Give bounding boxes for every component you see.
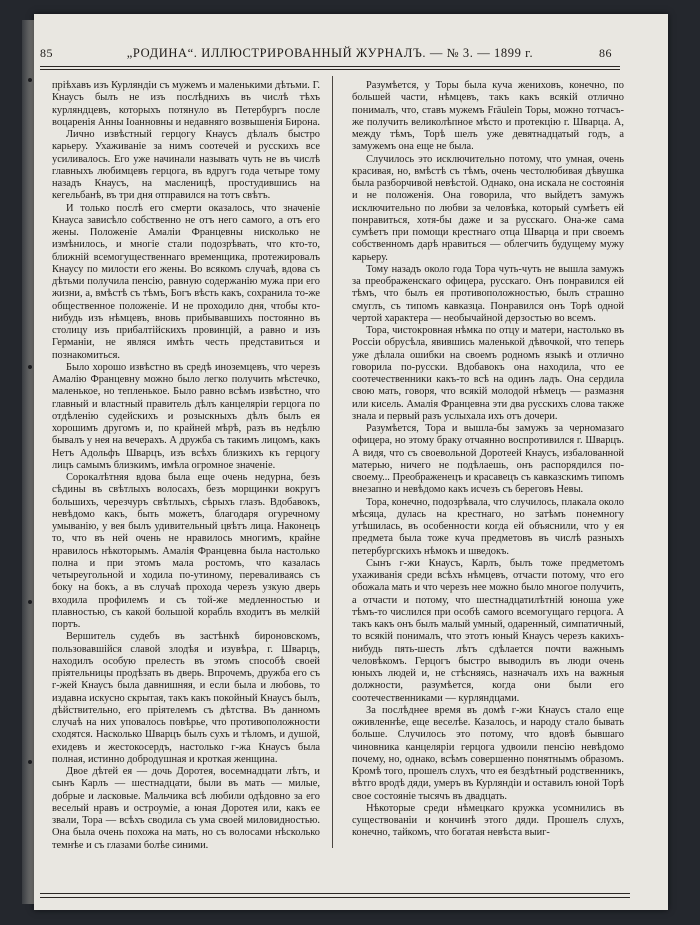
binding-hole: [28, 365, 32, 369]
left-paragraph: Лично извѣстный герцогу Кнаусъ дѣлалъ быстро карьеру. Ухаживаніе за нимъ соотечей и русскихъ все усиливалось. Его уже начинали называть чуть не въ числѣ главныхъ любимцевъ герцога, въ вдругъ года четыре тому назадъ Кнаусъ, на масленицѣ, простудившись на кегельбанѣ, въ три дня отправился на тотъ свѣтъ.: [52, 129, 320, 202]
right-paragraph: Разумѣется, Тора и вышла-бы замужъ за черномазаго офицера, но этому браку отчаянно воспротивился г. Шварцъ. А видя, что съ своевольной Доротеей Кнаусъ, избалованной матерью, ничего не подѣлаешь, онъ распорядился по-своему... Преображенецъ и красавецъ съ кавказскимъ типомъ внезапно и невѣдомо какъ исчезъ съ береговъ Невы.: [352, 423, 624, 496]
left-paragraph: пріѣхавъ изъ Курляндіи съ мужемъ и маленькими дѣтьми. Г. Кнаусъ былъ не изъ послѣднихъ въ числѣ тѣхъ курляндцевъ, которыхъ потянуло въ Петербургъ после воцаренія Анны Іоанновны и недавняго возвышенія Бирона.: [52, 80, 320, 128]
right-paragraph: Тому назадъ около года Тора чуть-чуть не вышла замужъ за преображенскаго офицера, русскаго. Онъ понравился ей тѣмъ, что былъ ея противоположностью, былъ страшно смуглъ, съ типомъ кавказца. Понравился онъ Торѣ одной чертой характера — необычайной дерзостью во всемъ.: [352, 263, 624, 324]
right-column: [352, 80, 624, 850]
header-rule: [40, 66, 620, 67]
left-paragraph: Было хорошо извѣстно въ средѣ иноземцевъ, что черезъ Амалію Францевну можно было легко получить мѣстечко, маленькое, но тепленькое. Было равно всѣмъ извѣстно, что главный и властный правитель дѣлъ канцеляріи герцога по отдѣленію судейскихъ и розыскныхъ дѣлъ былъ ея хорошимъ другомъ и, по крайней мѣрѣ, разъ въ недѣлю бывалъ у нея на вечерахъ. А дружба съ такимъ лицомъ, какъ Нетъ Адольфъ Шварцъ, изъ всѣхъ близкихъ къ герцогу лицъ самымъ близкимъ, имѣла огромное значеніе.: [52, 361, 320, 471]
footer-rule: [40, 893, 630, 894]
right-paragraph: Тора, чистокровная нѣмка по отцу и матери, настолько въ Россіи обрусѣла, явившись маленькой дѣвочкой, что теперь уже дѣлала ошибки на своемъ родномъ языкѣ и отлично говорила по-русски. Вдобавокъ она находила, что ее соотечественники какъ-то всѣ на одинъ ладъ. Она сердила свою мать, говоря, что всякій молодой нѣмецъ — размазня или кисель. Амалія Францевна эти два русскихъ слова также знала и первый разъ услыхала ихъ отъ дочери.: [352, 325, 624, 422]
journal-title: „РОДИНА“. ИЛЛЮСТРИРОВАННЫЙ ЖУРНАЛЪ. — № 3. — 1899 г.: [126, 46, 534, 60]
column-divider: [332, 76, 333, 848]
right-paragraph: Случилось это исключительно потому, что умная, очень красивая, но, вмѣстѣ съ тѣмъ, очень честолюбивая дѣвушка была разборчивой невѣстой. Однако, она искала не состоянія и не положенія. Она говорила, что выйдетъ замужъ исключительно по любви за человѣка, который сумѣетъ ей понравиться, хотя-бы даже и за русскаго. Она-же сама сумѣетъ при помощи крестнаго отца Шварца и при своемъ собственномъ дарѣ нравиться — облегчить будущему мужу карьеру.: [352, 153, 624, 263]
page-header: [40, 46, 620, 64]
right-paragraph: Сынъ г-жи Кнаусъ, Карлъ, былъ тоже предметомъ ухаживанія среди всѣхъ нѣмцевъ, отчасти потому, что его обожала мать и что черезъ нее можно было многое получить, а отчасти и потому, что шестнадцатилѣтній юноша уже тѣмъ-то числился при особѣ самого всемогущаго герцога. А такъ какъ онъ былъ малый умный, одаренный, симпатичный, то всякій понималъ, что этотъ юный Кнаусъ черезъ какихъ-нибудь пять-шесть лѣтъ сдѣлается почти важнымъ человѣкомъ. Герцогъ быстро выводилъ въ люди очень юныхъ людей и, не стѣсняясь, назначалъ ихъ на важныя должности, разумѣется, когда они были его соотечественниками — курляндцами.: [352, 557, 624, 704]
binding-hole: [28, 600, 32, 604]
footer-rule-thin: [40, 897, 630, 898]
right-paragraph: Нѣкоторые среди нѣмецкаго кружка усомнились въ существованіи и кончинѣ этого дяди. Прошелъ слухъ, конечно, тайкомъ, что богатая невѣста выиг-: [352, 802, 624, 839]
left-paragraph: Двое дѣтей ея — дочь Доротея, восемнадцати лѣтъ, и сынъ Карлъ — шестнадцати, были въ мать — милые, добрые и ласковые. Мальчика всѣ любили одѣдовно за его веселый нравъ и остроуміе, а юная Доротея или, какъ ее звали, Тора — всѣхъ сводила съ ума своей миловидностью. Она была очень похожа на мать, но съ волосами нѣсколько темнѣе и съ глазами болѣе синими.: [52, 766, 320, 850]
left-paragraph: Сорокалѣтняя вдова была еще очень недурна, безъ сѣдины въ свѣтлыхъ волосахъ, безъ морщинки вокругъ большихъ, черезчуръ свѣтлыхъ, сѣрыхъ глазъ. Вдобавокъ, невѣдомо какъ, быть можетъ, благодаря огуречному умыванію, у вея былъ удивительный цвѣтъ лица. Наконецъ то, что въ ней очень не нравилось многимъ, крайне нравилось нѣкоторымъ. Амалія Францевна была настолько полна и при этомъ мала ростомъ, что казалась четыреугольной и ходила по-утиному, переваливаясь съ боку на бокъ, а въ случаѣ прохода черезъ узкую дверь входила профилемъ и съ той-же медленностью и плавностью, съ какой большой корабль входитъ въ мелкій портъ.: [52, 472, 320, 630]
left-paragraph: И только послѣ его смерти оказалось, что значеніе Кнауса зависѣло собственно не отъ него самого, а отъ его жены. Положеніе Амаліи Францевны нисколько не измѣнилось, и многіе стали подозрѣвать, что кто-то, ближній всемогущественнаго временщика, протежировалъ Кнаусу по милости его жены. Во всякомъ случаѣ, вдова съ дѣтьми получила пенсію, равную содержанію мужа при его жизни, а, вмѣстѣ съ тѣмъ, Богъ вѣсть какъ, сохранила то-же общественное положеніе. И не проходило дня, чтобы кто-нибудь изъ нѣмцевъ, вновь прибывавшихъ постоянно въ столицу изъ прибалтійскихъ провинцій, а равно и изъ Германіи, не являся имѣть честь представиться и познакомиться.: [52, 202, 320, 361]
right-page-number: 86: [599, 46, 612, 60]
header-rule-thin: [40, 69, 620, 70]
right-paragraph: Тора, конечно, подозрѣвала, что случилось, плакала около мѣсяца, дулась на крестнаго, но затѣмъ понемногу утѣшилась, въ особенности когда ей объяснили, что у ея предмета была тоже куча предметовъ въ числѣ разныхъ петербургскихъ нѣмокъ и шведокъ.: [352, 496, 624, 557]
left-page-number: 85: [40, 46, 53, 60]
left-paragraph: Вершитель судебъ въ застѣнкѣ бироновскомъ, пользовавшійся славой злодѣя и изувѣра, г. Шварцъ, находилъ особую прелесть въ этомъ способѣ своей пріятельницы продѣзать въ дверь. Впрочемъ, дружба его съ г-жей Кнаусъ была давнишняя, и если была и любовь, то издавна искусно скрытая, такъ какъ покойный Кнаусъ былъ, дѣйствительно, его пріятелемъ съ дѣтства. Въ данномъ случаѣ на них уповалось повѣрье, что противоположности сходятся. Насколько Шварцъ былъ сухъ и тѣломъ, и душой, ехидевъ и жестокосердъ, настолько г-жа Кнаусъ была полная, истинно добродушная и кроткая женщина.: [52, 631, 320, 765]
left-column: [52, 80, 320, 850]
right-paragraph: Разумѣется, у Торы была куча жениховъ, конечно, по большей части, нѣмцевъ, такъ какъ всякій отлично понималъ, что, ставъ мужемъ Fräulein Торы, можно тотчасъ-же получить великолѣпное мѣсто и протекцію г. Шварца. А, между тѣмъ, Торѣ шелъ уже девятнадцатый годъ, а замужемъ она еще не была.: [352, 80, 624, 153]
right-paragraph: За послѣднее время въ домѣ г-жи Кнаусъ стало еще оживленнѣе, еще веселѣе. Казалось, и народу стало бывать больше. Случилось это потому, что вдовѣ бывшаго чиновника канцеляріи герцога удвоили пенсію невѣдомо почему, но, однако, всѣмъ совершенно понятнымъ образомъ. Кромѣ того, прошелъ слухъ, что ея бездѣтный родственникъ, вѣтго вродѣ дяди, умеръ въ Курляндіи и оставилъ юной Торѣ свое состояніе тысячъ въ двадцать.: [352, 704, 624, 802]
binding-hole: [28, 760, 32, 764]
binding-hole: [28, 78, 32, 82]
